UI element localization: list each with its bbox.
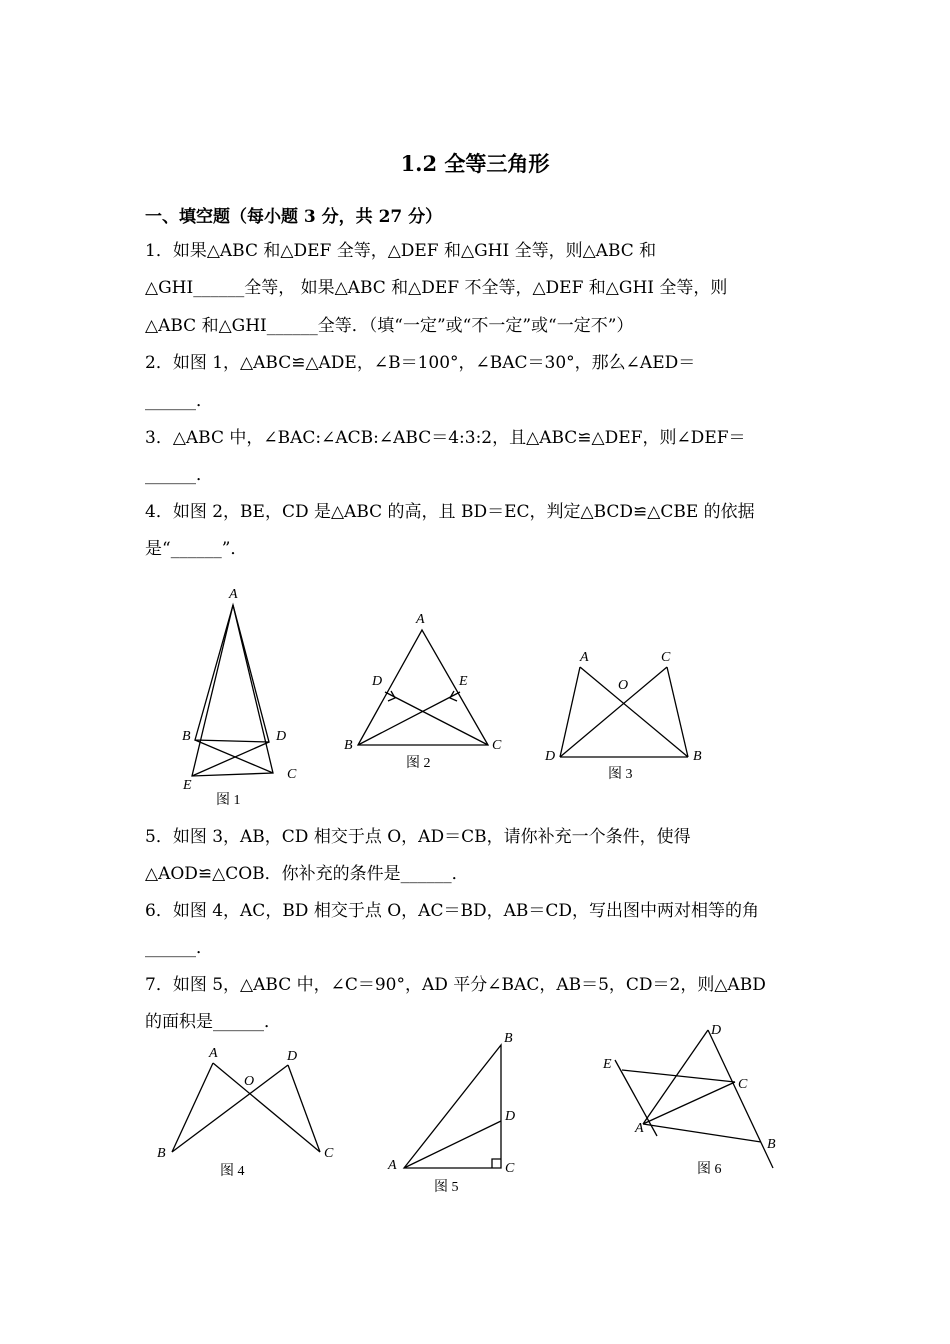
- question-1-line-2: △GHI______全等， 如果△ABC 和△DEF 不全等，△DEF 和△GHI 全等，则: [145, 278, 728, 298]
- question-5-line-2: △AOD≌△COB．你补充的条件是______．: [145, 864, 469, 884]
- label-A: A: [388, 1158, 397, 1173]
- figure-2-caption: 图 2: [406, 756, 431, 771]
- label-B: B: [182, 729, 191, 744]
- figure-1: [170, 580, 320, 810]
- question-2-line-1: 2．如图 1，△ABC≌△ADE，∠B＝100°，∠BAC＝30°，那么∠AED＝: [145, 353, 696, 373]
- question-7-line-2: 的面积是______．: [145, 1012, 281, 1032]
- segment-CB: [667, 667, 688, 757]
- question-6-line-1: 6．如图 4，AC，BD 相交于点 O，AC＝BD，AB＝CD，写出图中两对相等的角: [145, 901, 759, 921]
- label-E: E: [459, 674, 468, 689]
- figure-2: [340, 605, 515, 775]
- label-C: C: [738, 1077, 748, 1092]
- label-C: C: [324, 1146, 334, 1161]
- question-3-line-1: 3．△ABC 中，∠BAC:∠ACB:∠ABC＝4:3:2，且△ABC≌△DEF，则∠DEF＝: [145, 428, 746, 448]
- question-3-line-2: ______．: [145, 465, 213, 485]
- figure-3-caption: 图 3: [608, 767, 633, 782]
- bisector-AD: [404, 1121, 501, 1168]
- question-4-line-2: 是“______”．: [145, 539, 248, 559]
- figure-4-caption: 图 4: [220, 1164, 245, 1179]
- segment-AD: [643, 1030, 708, 1124]
- question-6-line-2: ______．: [145, 938, 213, 958]
- question-1-line-1: 1．如果△ABC 和△DEF 全等，△DEF 和△GHI 全等，则△ABC 和: [145, 241, 657, 261]
- figure-6-caption: 图 6: [697, 1162, 722, 1177]
- segment-AB: [643, 1124, 761, 1142]
- section-heading: 一、填空题（每小题 3 分，共 27 分）: [145, 207, 443, 227]
- label-A: A: [635, 1121, 644, 1136]
- label-A: A: [580, 650, 589, 665]
- label-C: C: [505, 1161, 515, 1176]
- label-O: O: [244, 1074, 255, 1089]
- segment-BA: [172, 1063, 213, 1152]
- question-4-line-1: 4．如图 2，BE，CD 是△ABC 的高，且 BD＝EC，判定△BCD≌△CBE 的依据: [145, 502, 755, 522]
- segment-BD: [172, 1065, 288, 1152]
- triangle-ABC: [192, 605, 273, 776]
- question-2-line-2: ______．: [145, 391, 213, 411]
- label-B: B: [693, 749, 702, 764]
- figure-4: [150, 1040, 350, 1185]
- right-angle-mark-C: [492, 1159, 501, 1168]
- label-B: B: [767, 1137, 776, 1152]
- label-E: E: [183, 778, 192, 793]
- segment-AB: [580, 667, 688, 757]
- question-5-line-1: 5．如图 3，AB，CD 相交于点 O，AD＝CB，请你补充一个条件，使得: [145, 827, 691, 847]
- label-B: B: [504, 1031, 513, 1046]
- figure-3: [540, 645, 715, 790]
- label-D: D: [372, 674, 383, 689]
- label-B: B: [344, 738, 353, 753]
- segment-DE: [192, 742, 269, 776]
- label-C: C: [661, 650, 671, 665]
- label-O: O: [618, 678, 629, 693]
- label-D: D: [545, 749, 556, 764]
- label-C: C: [492, 738, 502, 753]
- triangle-ADE: [195, 605, 269, 742]
- label-D: D: [711, 1023, 722, 1038]
- figure-6: [595, 1018, 795, 1183]
- label-D: D: [505, 1109, 516, 1124]
- figure-5: [380, 1025, 530, 1200]
- figure-1-caption: 图 1: [216, 793, 241, 808]
- segment-CD: [560, 667, 667, 757]
- question-7-line-1: 7．如图 5，△ABC 中，∠C＝90°，AD 平分∠BAC，AB＝5，CD＝2，则△ABD: [145, 975, 766, 995]
- label-A: A: [416, 612, 425, 627]
- triangle-ABC: [404, 1045, 501, 1168]
- question-1-line-3: △ABC 和△GHI______全等．（填“一定”或“不一定”或“一定不”）: [145, 316, 634, 336]
- label-A: A: [229, 587, 238, 602]
- label-D: D: [276, 729, 287, 744]
- label-B: B: [157, 1146, 166, 1161]
- figure-5-caption: 图 5: [434, 1180, 459, 1195]
- line-DB: [708, 1030, 773, 1168]
- page-title: 1.2 全等三角形: [400, 151, 550, 176]
- label-C: C: [287, 767, 297, 782]
- label-E: E: [603, 1057, 612, 1072]
- label-A: A: [209, 1046, 218, 1061]
- label-D: D: [287, 1049, 298, 1064]
